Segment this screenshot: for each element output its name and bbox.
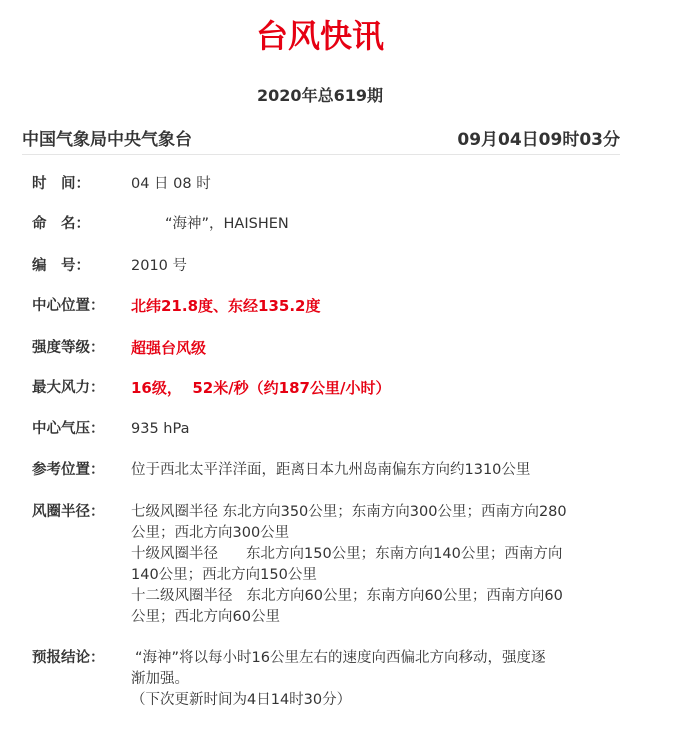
field-label: 风圈半径： <box>32 504 105 520</box>
wind-radius-detail: 东北方向60公里；东南方向60公里；西南方向60 <box>246 588 563 604</box>
issue-number: 2020年总619期 <box>257 86 383 105</box>
field-value: 北纬21.8度、东经135.2度 <box>131 297 321 315</box>
wind-radius-block <box>131 502 631 628</box>
forecast-next-update: （下次更新时间为4日14时30分） <box>131 692 352 708</box>
wind-radius-detail: 东北方向150公里；东南方向140公里；西南方向 <box>246 546 563 562</box>
field-label: 命 名： <box>32 216 90 232</box>
wind-radius-line: 七级风圈半径 东北方向350公里；东南方向300公里；西南方向280 <box>131 504 567 520</box>
forecast-block <box>131 648 611 711</box>
wind-radius-line: 公里；西北方向60公里 <box>131 609 280 625</box>
field-label: 最大风力： <box>32 380 105 396</box>
wind-radius-line <box>131 586 631 607</box>
bulletin-header <box>22 128 620 155</box>
agency-name: 中国气象局中央气象台 <box>22 130 192 150</box>
field-label: 时 间： <box>32 176 90 192</box>
field-value: 04 日 08 时 <box>131 176 211 192</box>
forecast-line: “海神”将以每小时16公里左右的速度向西偏北方向移动，强度逐 <box>135 650 546 666</box>
wind-radius-line <box>131 544 631 565</box>
page-title: 台风快讯 <box>255 17 384 55</box>
field-label: 参考位置： <box>32 462 105 478</box>
field-value: 16级， 52米/秒（约187公里/小时） <box>131 379 391 397</box>
field-value: 935 hPa <box>131 421 190 437</box>
field-label: 中心位置： <box>32 298 105 314</box>
field-value: 超强台风级 <box>131 339 207 357</box>
wind-radius-line: 140公里；西北方向150公里 <box>131 567 317 583</box>
field-label: 强度等级： <box>32 340 105 356</box>
field-label: 中心气压： <box>32 421 105 437</box>
wind-radius-level: 十二级风圈半径 <box>131 588 233 604</box>
wind-radius-level: 十级风圈半径 <box>131 546 218 562</box>
forecast-line: 渐加强。 <box>131 671 189 687</box>
field-value: “海神”，HAISHEN <box>165 216 289 232</box>
field-value: 2010 号 <box>131 258 188 274</box>
field-label: 编 号： <box>32 258 90 274</box>
issued-time: 09月04日09时03分 <box>457 130 620 150</box>
wind-radius-line: 公里；西北方向300公里 <box>131 525 290 541</box>
field-value: 位于西北太平洋洋面，距离日本九州岛南偏东方向约1310公里 <box>131 462 531 478</box>
field-label: 预报结论： <box>32 650 105 666</box>
